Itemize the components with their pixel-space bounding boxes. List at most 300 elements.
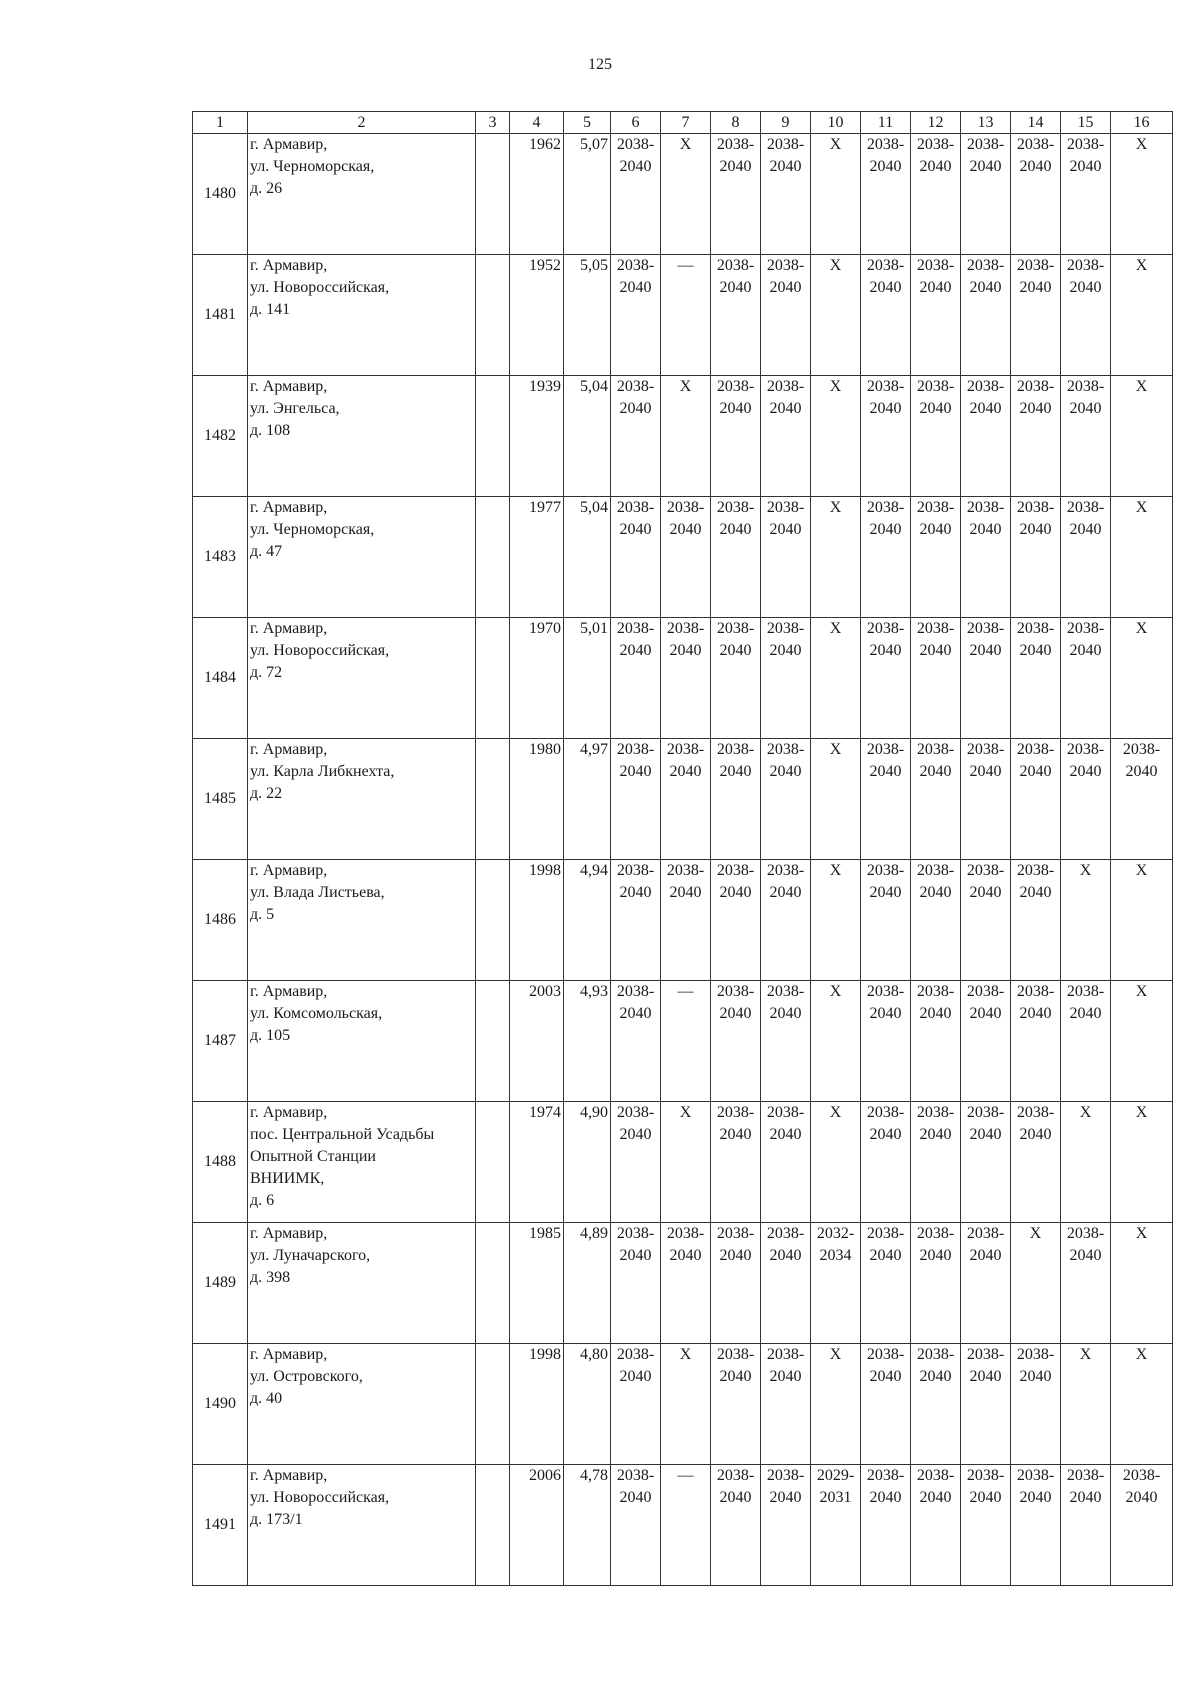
period-cell-col8 <box>711 497 761 618</box>
period-text: 2038- 2040 <box>1066 1225 1105 1264</box>
address-line: г. Армавир, <box>250 1225 328 1242</box>
period-text: 2038- 2040 <box>916 862 955 901</box>
address-line: ул. Энгельса, <box>250 400 340 417</box>
period-text: 2038- 2040 <box>866 1104 905 1143</box>
period-text: 2038- 2040 <box>1066 620 1105 659</box>
period-text: 2038- 2040 <box>1016 378 1055 417</box>
period-cell-col6 <box>611 1344 661 1465</box>
period-cell-col11 <box>861 618 911 739</box>
period-cell-col7 <box>661 1465 711 1586</box>
header-row <box>193 112 1173 134</box>
address-line: ул. Новороссийская, <box>250 279 390 296</box>
period-text: X <box>829 741 842 758</box>
address-cell <box>248 1465 476 1586</box>
period-cell-col11 <box>861 134 911 255</box>
period-text: 2038- 2040 <box>716 1104 755 1143</box>
row-number: 1480 <box>193 134 248 255</box>
address-cell <box>248 1344 476 1465</box>
period-text: X <box>829 378 842 395</box>
column-header-4: 4 <box>510 112 564 134</box>
address-cell <box>248 618 476 739</box>
period-cell-col10 <box>811 255 861 376</box>
col3-cell <box>476 255 510 376</box>
period-cell-col8 <box>711 1344 761 1465</box>
period-text: X <box>679 136 692 153</box>
period-cell-col16 <box>1111 497 1173 618</box>
period-cell-col6 <box>611 981 661 1102</box>
row-number: 1488 <box>193 1102 248 1223</box>
wear-value-cell: 5,04 <box>564 376 611 497</box>
address-line: д. 72 <box>250 664 283 681</box>
period-text: 2038- 2040 <box>766 620 805 659</box>
col3-cell <box>476 1344 510 1465</box>
period-cell-col13 <box>961 1344 1011 1465</box>
period-cell-col13 <box>961 376 1011 497</box>
period-cell-col9 <box>761 981 811 1102</box>
table-row <box>193 739 1173 860</box>
period-cell-col10 <box>811 1465 861 1586</box>
address-line: г. Армавир, <box>250 1467 328 1484</box>
column-header-16: 16 <box>1111 112 1173 134</box>
address-line: пос. Центральной Усадьбы <box>250 1126 435 1143</box>
period-cell-col13 <box>961 739 1011 860</box>
period-text: X <box>1135 620 1148 637</box>
period-text: X <box>1135 1104 1148 1121</box>
period-cell-col9 <box>761 1465 811 1586</box>
period-text: X <box>1079 862 1092 879</box>
period-text: 2038- 2040 <box>866 378 905 417</box>
period-text: 2029- 2031 <box>816 1467 855 1506</box>
period-text: 2038- 2040 <box>916 1225 955 1264</box>
year-built-cell: 1952 <box>510 255 564 376</box>
column-header-6: 6 <box>611 112 661 134</box>
period-cell-col7 <box>661 134 711 255</box>
period-cell-col7 <box>661 1223 711 1344</box>
period-text: 2038- 2040 <box>716 1225 755 1264</box>
table-body <box>193 134 1173 1586</box>
period-text: 2038- 2040 <box>766 499 805 538</box>
period-cell-col6 <box>611 1465 661 1586</box>
year-built-cell: 2006 <box>510 1465 564 1586</box>
period-cell-col16 <box>1111 1102 1173 1223</box>
wear-value-cell: 5,07 <box>564 134 611 255</box>
row-number: 1491 <box>193 1465 248 1586</box>
period-text: 2038- 2040 <box>716 136 755 175</box>
period-text: 2038- 2040 <box>766 1104 805 1143</box>
period-text: 2038- 2040 <box>1016 499 1055 538</box>
address-line: д. 6 <box>250 1192 275 1209</box>
period-cell-col16 <box>1111 981 1173 1102</box>
address-cell <box>248 981 476 1102</box>
period-cell-col9 <box>761 1344 811 1465</box>
table-row <box>193 376 1173 497</box>
period-text: 2038- 2040 <box>1066 983 1105 1022</box>
period-cell-col8 <box>711 739 761 860</box>
period-text: X <box>1135 862 1148 879</box>
period-text: 2038- 2040 <box>966 1225 1005 1264</box>
housing-register-table <box>192 111 1173 1586</box>
period-text: 2038- 2040 <box>766 741 805 780</box>
address-line: ул. Новороссийская, <box>250 642 390 659</box>
period-text: 2038- 2040 <box>866 862 905 901</box>
period-text: 2038- 2040 <box>966 1467 1005 1506</box>
period-text: X <box>1135 983 1148 1000</box>
address-line: ул. Черноморская, <box>250 158 375 175</box>
period-cell-col11 <box>861 981 911 1102</box>
table-row <box>193 134 1173 255</box>
period-text: 2038- 2040 <box>966 862 1005 901</box>
period-cell-col7 <box>661 1102 711 1223</box>
column-header-13: 13 <box>961 112 1011 134</box>
period-text: X <box>829 1104 842 1121</box>
period-text: — <box>677 1467 694 1484</box>
period-text: 2038- 2040 <box>716 862 755 901</box>
row-number: 1482 <box>193 376 248 497</box>
period-cell-col13 <box>961 1465 1011 1586</box>
period-text: 2038- 2040 <box>766 862 805 901</box>
period-cell-col7 <box>661 255 711 376</box>
table-row <box>193 497 1173 618</box>
period-text: X <box>1135 378 1148 395</box>
period-text: 2038- 2040 <box>616 1225 655 1264</box>
period-cell-col10 <box>811 134 861 255</box>
period-text: X <box>829 257 842 274</box>
period-text: 2038- 2040 <box>866 499 905 538</box>
period-text: 2038- 2040 <box>916 378 955 417</box>
col3-cell <box>476 497 510 618</box>
period-cell-col16 <box>1111 255 1173 376</box>
wear-value-cell: 5,01 <box>564 618 611 739</box>
period-cell-col8 <box>711 255 761 376</box>
address-line: ул. Черноморская, <box>250 521 375 538</box>
period-cell-col15 <box>1061 376 1111 497</box>
period-cell-col13 <box>961 860 1011 981</box>
year-built-cell: 1962 <box>510 134 564 255</box>
row-number: 1485 <box>193 739 248 860</box>
address-cell <box>248 134 476 255</box>
period-cell-col9 <box>761 255 811 376</box>
period-cell-col9 <box>761 497 811 618</box>
period-text: X <box>829 983 842 1000</box>
period-cell-col13 <box>961 981 1011 1102</box>
period-text: 2038- 2040 <box>916 257 955 296</box>
address-line: г. Армавир, <box>250 741 328 758</box>
period-text: X <box>1029 1225 1042 1242</box>
address-line: ул. Новороссийская, <box>250 1489 390 1506</box>
period-text: 2038- 2040 <box>716 620 755 659</box>
period-text: 2038- 2040 <box>616 499 655 538</box>
period-cell-col12 <box>911 1344 961 1465</box>
period-text: 2038- 2040 <box>616 741 655 780</box>
period-cell-col15 <box>1061 1344 1111 1465</box>
period-text: X <box>1135 499 1148 516</box>
table-row <box>193 1344 1173 1465</box>
period-cell-col6 <box>611 618 661 739</box>
col3-cell <box>476 860 510 981</box>
wear-value-cell: 4,94 <box>564 860 611 981</box>
table-row <box>193 618 1173 739</box>
period-text: 2038- 2040 <box>716 257 755 296</box>
period-text: 2038- 2040 <box>616 1104 655 1143</box>
period-cell-col6 <box>611 497 661 618</box>
period-text: 2038- 2040 <box>1016 741 1055 780</box>
period-text: X <box>679 1104 692 1121</box>
address-cell <box>248 1223 476 1344</box>
period-text: 2038- 2040 <box>866 1346 905 1385</box>
period-text: 2038- 2040 <box>766 983 805 1022</box>
period-text: 2038- 2040 <box>966 1346 1005 1385</box>
period-text: 2038- 2040 <box>716 1346 755 1385</box>
address-line: ул. Комсомольская, <box>250 1005 383 1022</box>
period-text: 2038- 2040 <box>1016 1346 1055 1385</box>
year-built-cell: 1980 <box>510 739 564 860</box>
wear-value-cell: 4,80 <box>564 1344 611 1465</box>
period-cell-col11 <box>861 376 911 497</box>
period-cell-col7 <box>661 618 711 739</box>
period-text: 2038- 2040 <box>716 378 755 417</box>
period-cell-col14 <box>1011 1223 1061 1344</box>
period-text: 2038- 2040 <box>966 499 1005 538</box>
year-built-cell: 2003 <box>510 981 564 1102</box>
address-line: г. Армавир, <box>250 378 328 395</box>
address-line: г. Армавир, <box>250 499 328 516</box>
period-text: 2038- 2040 <box>866 1467 905 1506</box>
period-text: X <box>1135 136 1148 153</box>
period-cell-col16 <box>1111 134 1173 255</box>
period-cell-col14 <box>1011 618 1061 739</box>
period-text: 2038- 2040 <box>1066 136 1105 175</box>
period-cell-col10 <box>811 981 861 1102</box>
period-cell-col12 <box>911 981 961 1102</box>
period-text: X <box>1079 1346 1092 1363</box>
period-cell-col15 <box>1061 860 1111 981</box>
period-cell-col7 <box>661 376 711 497</box>
period-text: 2032- 2034 <box>816 1225 855 1264</box>
period-cell-col8 <box>711 618 761 739</box>
period-text: 2038- 2040 <box>866 741 905 780</box>
period-cell-col15 <box>1061 497 1111 618</box>
period-text: 2038- 2040 <box>616 1467 655 1506</box>
period-text: 2038- 2040 <box>866 983 905 1022</box>
period-text: — <box>677 983 694 1000</box>
address-cell <box>248 860 476 981</box>
period-cell-col12 <box>911 376 961 497</box>
period-text: 2038- 2040 <box>916 499 955 538</box>
period-text: 2038- 2040 <box>966 378 1005 417</box>
column-header-14: 14 <box>1011 112 1061 134</box>
period-cell-col14 <box>1011 981 1061 1102</box>
period-cell-col6 <box>611 739 661 860</box>
period-cell-col15 <box>1061 739 1111 860</box>
period-text: 2038- 2040 <box>916 136 955 175</box>
table-row <box>193 1102 1173 1223</box>
address-cell <box>248 376 476 497</box>
period-cell-col9 <box>761 618 811 739</box>
period-cell-col13 <box>961 134 1011 255</box>
period-text: 2038- 2040 <box>966 257 1005 296</box>
period-cell-col8 <box>711 1102 761 1223</box>
period-text: 2038- 2040 <box>966 1104 1005 1143</box>
column-header-9: 9 <box>761 112 811 134</box>
address-line: д. 26 <box>250 180 283 197</box>
period-cell-col15 <box>1061 255 1111 376</box>
period-cell-col7 <box>661 981 711 1102</box>
period-text: 2038- 2040 <box>716 983 755 1022</box>
period-cell-col12 <box>911 1102 961 1223</box>
period-cell-col14 <box>1011 1344 1061 1465</box>
period-cell-col16 <box>1111 1223 1173 1344</box>
column-header-2: 2 <box>248 112 476 134</box>
period-cell-col10 <box>811 860 861 981</box>
address-line: д. 40 <box>250 1390 283 1407</box>
year-built-cell: 1939 <box>510 376 564 497</box>
period-text: 2038- 2040 <box>1122 1467 1161 1506</box>
table-row <box>193 255 1173 376</box>
wear-value-cell: 4,97 <box>564 739 611 860</box>
period-text: 2038- 2040 <box>1066 378 1105 417</box>
period-cell-col8 <box>711 1465 761 1586</box>
period-cell-col6 <box>611 860 661 981</box>
period-cell-col12 <box>911 255 961 376</box>
period-text: — <box>677 257 694 274</box>
period-cell-col10 <box>811 618 861 739</box>
period-cell-col12 <box>911 497 961 618</box>
wear-value-cell: 4,90 <box>564 1102 611 1223</box>
period-cell-col8 <box>711 1223 761 1344</box>
period-text: 2038- 2040 <box>766 1346 805 1385</box>
col3-cell <box>476 739 510 860</box>
period-text: 2038- 2040 <box>866 1225 905 1264</box>
address-line: д. 141 <box>250 301 291 318</box>
address-cell <box>248 497 476 618</box>
address-line: ВНИИМК, <box>250 1170 325 1187</box>
period-text: 2038- 2040 <box>866 620 905 659</box>
period-cell-col13 <box>961 618 1011 739</box>
period-text: 2038- 2040 <box>1066 499 1105 538</box>
row-number: 1484 <box>193 618 248 739</box>
period-cell-col15 <box>1061 981 1111 1102</box>
address-line: г. Армавир, <box>250 136 328 153</box>
period-text: 2038- 2040 <box>666 862 705 901</box>
period-text: 2038- 2040 <box>916 1467 955 1506</box>
period-text: 2038- 2040 <box>1016 620 1055 659</box>
table-row <box>193 1223 1173 1344</box>
period-text: X <box>1135 1346 1148 1363</box>
period-cell-col14 <box>1011 860 1061 981</box>
period-cell-col11 <box>861 1465 911 1586</box>
period-cell-col15 <box>1061 618 1111 739</box>
period-cell-col8 <box>711 376 761 497</box>
period-cell-col8 <box>711 860 761 981</box>
period-cell-col14 <box>1011 1465 1061 1586</box>
period-cell-col14 <box>1011 255 1061 376</box>
page-number: 125 <box>588 56 612 73</box>
table-row <box>193 860 1173 981</box>
period-text: 2038- 2040 <box>916 741 955 780</box>
row-number: 1481 <box>193 255 248 376</box>
address-cell <box>248 255 476 376</box>
address-cell <box>248 739 476 860</box>
period-text: 2038- 2040 <box>966 136 1005 175</box>
period-text: 2038- 2040 <box>666 499 705 538</box>
period-text: 2038- 2040 <box>766 1467 805 1506</box>
row-number: 1486 <box>193 860 248 981</box>
row-number: 1487 <box>193 981 248 1102</box>
period-cell-col11 <box>861 1344 911 1465</box>
address-line: д. 5 <box>250 906 275 923</box>
period-cell-col14 <box>1011 739 1061 860</box>
period-text: X <box>1135 257 1148 274</box>
period-cell-col12 <box>911 860 961 981</box>
year-built-cell: 1998 <box>510 1344 564 1465</box>
period-cell-col10 <box>811 376 861 497</box>
period-text: 2038- 2040 <box>666 620 705 659</box>
period-text: 2038- 2040 <box>666 741 705 780</box>
period-cell-col11 <box>861 739 911 860</box>
period-cell-col12 <box>911 739 961 860</box>
period-cell-col14 <box>1011 376 1061 497</box>
period-text: 2038- 2040 <box>1066 1467 1105 1506</box>
period-text: 2038- 2040 <box>916 1346 955 1385</box>
period-text: 2038- 2040 <box>1016 257 1055 296</box>
period-text: 2038- 2040 <box>1016 1467 1055 1506</box>
period-cell-col11 <box>861 860 911 981</box>
table-row <box>193 1465 1173 1586</box>
year-built-cell: 1974 <box>510 1102 564 1223</box>
address-line: г. Армавир, <box>250 862 328 879</box>
address-line: д. 105 <box>250 1027 291 1044</box>
period-text: X <box>679 378 692 395</box>
period-text: 2038- 2040 <box>616 1346 655 1385</box>
period-text: 2038- 2040 <box>616 378 655 417</box>
period-cell-col9 <box>761 739 811 860</box>
period-text: X <box>829 862 842 879</box>
period-text: X <box>1135 1225 1148 1242</box>
period-cell-col12 <box>911 1223 961 1344</box>
period-cell-col8 <box>711 134 761 255</box>
period-text: X <box>829 620 842 637</box>
period-text: 2038- 2040 <box>1016 136 1055 175</box>
period-cell-col15 <box>1061 1102 1111 1223</box>
period-text: 2038- 2040 <box>1066 257 1105 296</box>
period-text: 2038- 2040 <box>866 136 905 175</box>
period-cell-col10 <box>811 497 861 618</box>
address-line: г. Армавир, <box>250 1104 328 1121</box>
period-text: 2038- 2040 <box>616 983 655 1022</box>
col3-cell <box>476 134 510 255</box>
period-cell-col13 <box>961 255 1011 376</box>
col3-cell <box>476 981 510 1102</box>
wear-value-cell: 5,04 <box>564 497 611 618</box>
period-cell-col6 <box>611 376 661 497</box>
period-text: 2038- 2040 <box>716 1467 755 1506</box>
period-cell-col6 <box>611 134 661 255</box>
wear-value-cell: 4,93 <box>564 981 611 1102</box>
wear-value-cell: 5,05 <box>564 255 611 376</box>
period-cell-col10 <box>811 1102 861 1223</box>
address-line: д. 22 <box>250 785 283 802</box>
period-cell-col6 <box>611 1102 661 1223</box>
period-cell-col12 <box>911 134 961 255</box>
period-text: X <box>1079 1104 1092 1121</box>
address-line: г. Армавир, <box>250 620 328 637</box>
period-cell-col7 <box>661 1344 711 1465</box>
address-line: д. 47 <box>250 543 283 560</box>
column-header-5: 5 <box>564 112 611 134</box>
period-text: 2038- 2040 <box>766 257 805 296</box>
period-text: 2038- 2040 <box>766 136 805 175</box>
period-text: 2038- 2040 <box>716 499 755 538</box>
